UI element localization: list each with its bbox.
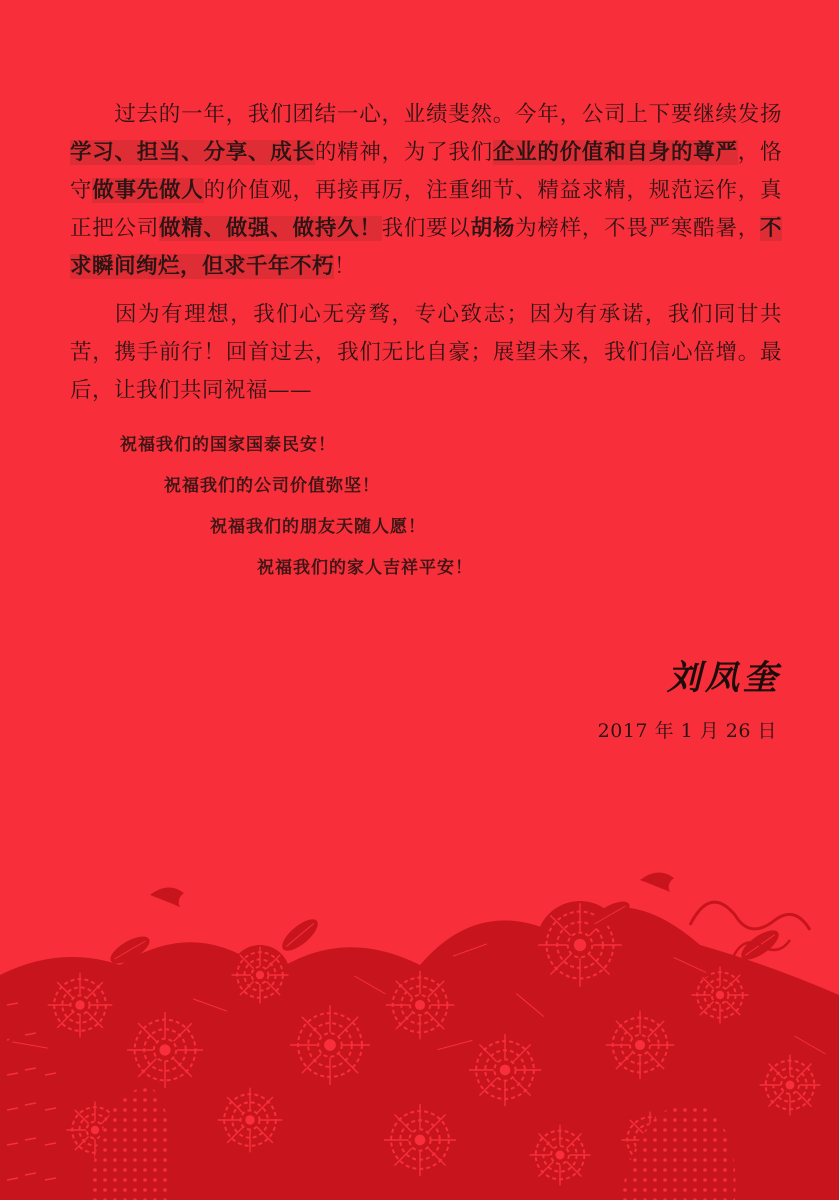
- signature: 刘凤奎: [667, 658, 781, 698]
- paragraph-1-segment: 的价值观，再接再厉，注重细节、精益求精，规范运作，真正把公司: [70, 178, 782, 241]
- paragraph-1-segment: 胡杨: [470, 216, 516, 241]
- vine: [690, 902, 810, 930]
- peony-center: [75, 1000, 85, 1010]
- paragraph-1-segment: 不求瞬间绚烂，但求千年不朽: [70, 216, 782, 279]
- peony-center: [159, 1044, 170, 1055]
- peony-center: [500, 1065, 511, 1076]
- paragraph-1-segment: ，恪守: [70, 140, 782, 203]
- paragraph-1-segment: 过去的一年，我们团结一心，业绩斐然。今年，公司上下要继续发扬: [114, 102, 782, 127]
- paragraph-1-segment: 学习、担当、分享、成长: [70, 140, 315, 165]
- peony-center: [415, 1000, 425, 1010]
- peony-center: [574, 939, 586, 951]
- peony-center: [716, 991, 724, 999]
- bird: [640, 872, 674, 892]
- paragraph-1-segment: 的精神，为了我们: [314, 140, 493, 165]
- bird: [150, 887, 184, 907]
- peony-center: [245, 1115, 255, 1125]
- peony-center: [635, 1040, 645, 1050]
- paragraph-1: [70, 96, 782, 286]
- paper-cut-group: [0, 872, 839, 1200]
- paragraph-1-segment: 企业的价值和自身的尊严: [492, 140, 738, 165]
- paragraph-2-text: 因为有理想，我们心无旁骛，专心致志；因为有承诺，我们同甘共苦，携手前行！回首过去，我们无比自豪；展望未来，我们信心倍增。最后，让我们共同祝福——: [70, 302, 782, 403]
- blessing-3: 祝福我们的朋友天随人愿！: [210, 517, 426, 537]
- peony-center: [256, 971, 264, 979]
- paragraph-1-segment: ！: [334, 254, 357, 279]
- peony-center: [415, 1135, 426, 1146]
- paragraph-1-segment: 做事先做人: [92, 178, 204, 203]
- blessing-1: 祝福我们的国家国泰民安！: [120, 435, 336, 455]
- peony-center: [786, 1081, 795, 1090]
- blessing-4: 祝福我们的家人吉祥平安！: [257, 558, 473, 578]
- paragraph-1-segment: 为榜样，不畏严寒酷暑，: [515, 216, 760, 241]
- paragraph-1-segment: 做精、做强、做持久！: [159, 216, 382, 241]
- paragraph-1-segment: 我们要以: [381, 216, 471, 241]
- peony-center: [556, 1151, 565, 1160]
- letter-date: 2017 年 1 月 26 日: [597, 720, 777, 742]
- paper-cut-flowers-image: [0, 855, 839, 1200]
- peony-center: [91, 1126, 99, 1134]
- paragraph-2: [70, 296, 782, 410]
- peony-center: [324, 1039, 336, 1051]
- blessing-2: 祝福我们的公司价值弥坚！: [164, 476, 380, 496]
